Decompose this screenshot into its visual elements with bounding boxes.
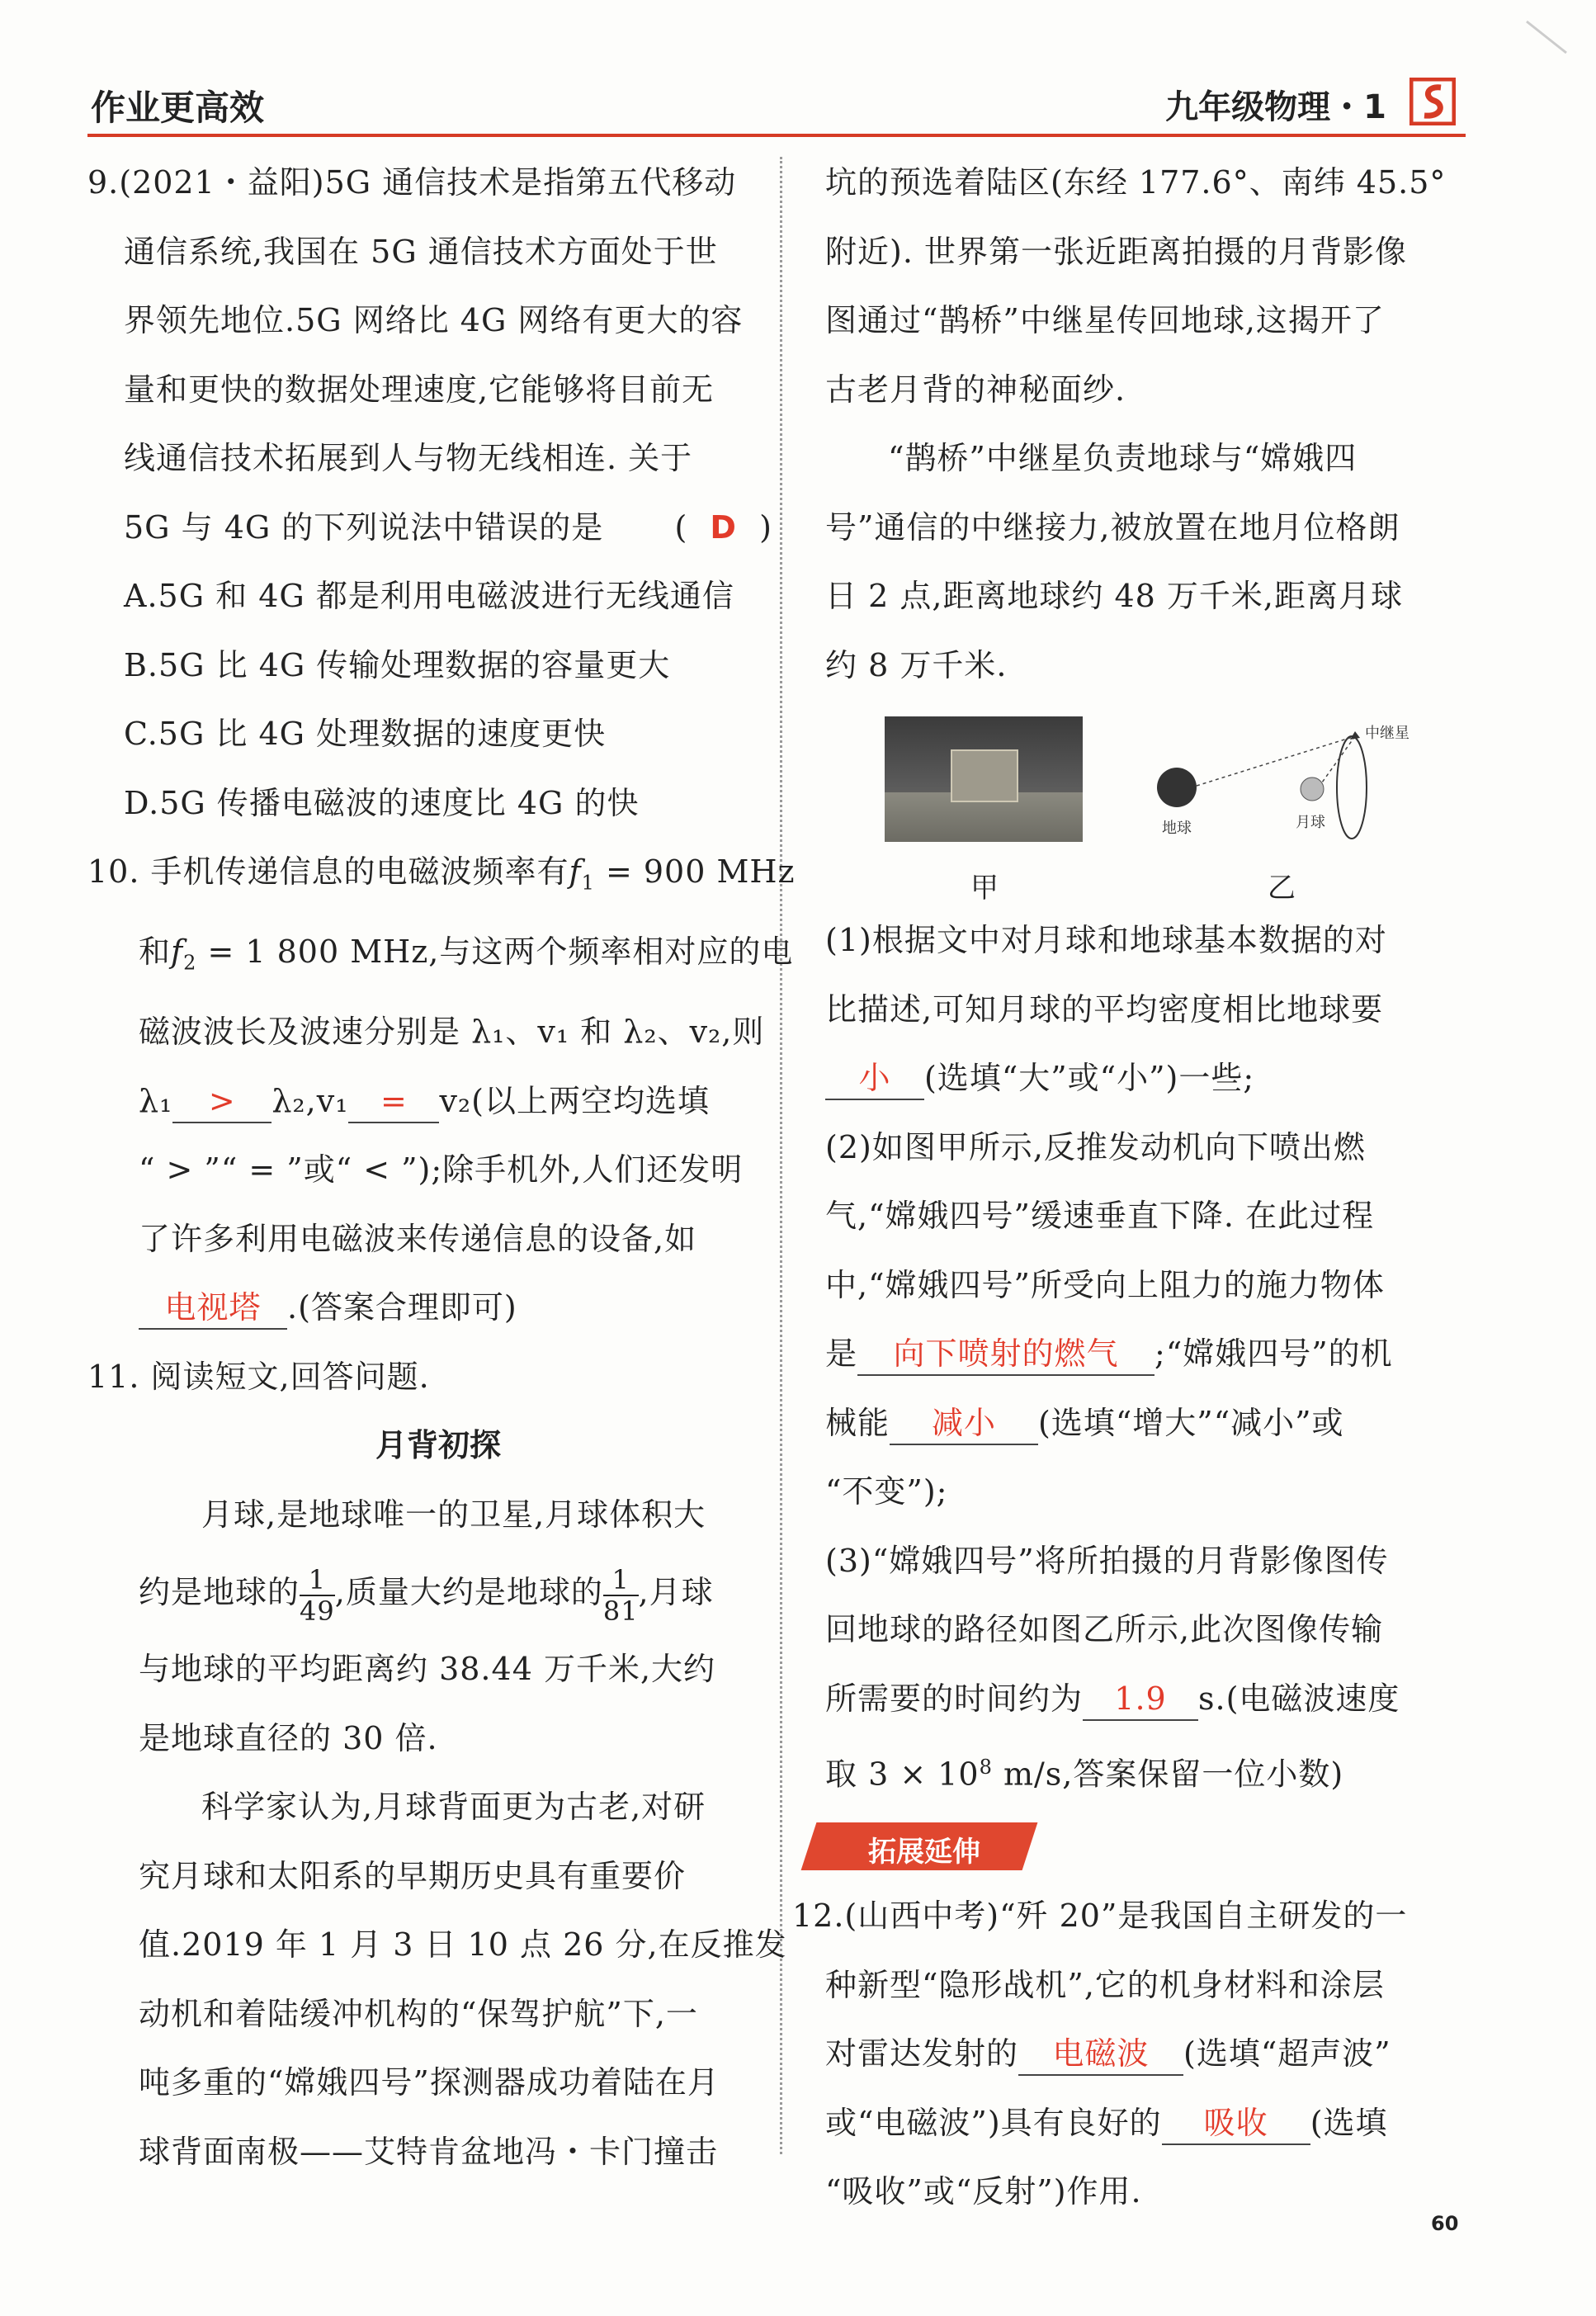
fraction-volume-den: 49 (300, 1595, 335, 1627)
q9-option-a: A.5G 和 4G 都是利用电磁波进行无线通信 (124, 578, 734, 614)
q11-sub2-line-3: 中,“嫦娥四号”所受向上阻力的施力物体 (825, 1266, 1385, 1303)
q9-line-5: 线通信技术拓展到人与物无线相连. 关于 (124, 440, 693, 476)
fraction-mass (603, 1565, 639, 1626)
q12-text-4a: 或“电磁波”)具有良好的 (825, 2104, 1162, 2141)
q10-text-4-end: v₂(以上两空均选填 (439, 1082, 710, 1119)
fraction-mass-den: 81 (602, 1595, 639, 1627)
q12-blank-2: 吸收 (1162, 2102, 1310, 2145)
article-p1-line-3: 与地球的平均距离约 38.44 万千米,大约 (139, 1651, 716, 1688)
q12-text-3b: (选填“超声波” (1183, 2035, 1391, 2073)
q11-intro: 11. 阅读短文,回答问题. (87, 1358, 430, 1395)
q12-blank-1: 电磁波 (1018, 2033, 1183, 2076)
figure-jia-label: 甲 (970, 872, 999, 905)
q11-sub2-text-5b: (选填“增大”“减小”或 (1038, 1404, 1344, 1441)
q11-sub2-line-6: “不变”); (825, 1473, 948, 1510)
q12-line-1: 12.(山西中考)“歼 20”是我国自主研发的一 (792, 1898, 1408, 1935)
moon-icon (1301, 778, 1324, 801)
q10-blank-3: 电视塔 (139, 1287, 287, 1330)
question-12 (792, 1882, 1485, 2227)
q10-f1-sub: 1 (581, 871, 595, 895)
extension-tag-label: 拓展延伸 (868, 1836, 980, 1869)
publisher-logo-icon (1409, 78, 1456, 125)
q12-line-4 (825, 2089, 1485, 2158)
q10-lambda2: λ₂,v₁ (272, 1082, 349, 1119)
q11-sub1-line-1: (1)根据文中对月球和地球基本数据的对 (825, 922, 1387, 958)
article-right-line-1: 坑的预选着陆区(东经 177.6°、南纬 45.5° (825, 164, 1447, 201)
article-p3-line-3: 日 2 点,距离地球约 48 万千米,距离月球 (825, 578, 1404, 614)
q10-blank-1: > (172, 1080, 272, 1123)
relay-satellite-icon (1350, 731, 1360, 740)
q11-sub2-line-2: 气,“嫦娥四号”缓速垂直下降. 在此过程 (825, 1198, 1375, 1234)
moon-label: 月球 (1296, 814, 1325, 831)
q10-text-1-end: = 900 MHz (594, 853, 796, 890)
relay-label: 中继星 (1365, 725, 1409, 742)
article-p2-line-3: 值.2019 年 1 月 3 日 10 点 26 分,在反推发 (139, 1926, 787, 1964)
q11-sub2-text-5a: 械能 (825, 1404, 890, 1441)
fraction-volume (300, 1565, 335, 1626)
q11-sub1-line-2: 比描述,可知月球的平均密度相比地球要 (825, 990, 1384, 1028)
left-column (87, 149, 796, 2186)
article-p1-line-4: 是地球直径的 30 倍. (139, 1719, 438, 1756)
question-9 (87, 149, 789, 838)
q11-sub3-text-3b: s.(电磁波速度 (1198, 1680, 1400, 1717)
earth-icon (1157, 768, 1197, 807)
article-p3-line-2: 号”通信的中继接力,被放置在地月位格朗 (825, 508, 1400, 546)
q11-sub3-line-4 (825, 1733, 1485, 1809)
q11-sub3-blank: 1.9 (1083, 1678, 1198, 1721)
article-p3-line-4: 约 8 万千米. (825, 646, 1008, 683)
fraction-mass-num: 1 (603, 1565, 639, 1596)
article-right-line-3: 图通过“鹊桥”中继星传回地球,这揭开了 (825, 302, 1385, 338)
q11-sub2-line-4 (825, 1320, 1485, 1389)
q11-sub3-line-3 (825, 1665, 1485, 1734)
q10-line-1 (87, 838, 796, 918)
q9-paren-open: ( (674, 508, 688, 546)
page-header (87, 76, 1466, 137)
q11-sub2-blank-1: 向下喷射的燃气 (857, 1333, 1155, 1376)
q10-text-1: 10. 手机传递信息的电磁波频率有 (87, 853, 569, 890)
q12-line-2: 种新型“隐形战机”,它的机身材料和涂层 (825, 1966, 1385, 2003)
article-right-line-4: 古老月背的神秘面纱. (825, 371, 1126, 408)
q10-text-2-end: = 1 800 MHz,与这两个频率相对应的电 (196, 933, 794, 971)
signal-path-2 (1322, 736, 1355, 782)
q11-sub3-line-2: 回地球的路径如图乙所示,此次图像传输 (825, 1611, 1384, 1647)
right-column (792, 149, 1485, 2227)
q10-line-7 (87, 1274, 789, 1343)
q11-sub2-line-1: (2)如图甲所示,反推发动机向下喷出燃 (825, 1128, 1366, 1165)
figure-yi-diagram (1147, 713, 1477, 862)
q12-text-4b: (选填 (1310, 2104, 1388, 2141)
article-title: 月背初探 (375, 1427, 501, 1464)
signal-path-1 (1197, 736, 1355, 786)
fraction-volume-num: 1 (300, 1565, 335, 1596)
question-10 (87, 838, 796, 1343)
q11-sub2-blank-2: 减小 (890, 1402, 1038, 1445)
q10-line-2 (87, 918, 794, 998)
q12-line-5: “吸收”或“反射”)作用. (825, 2173, 1142, 2210)
q10-line-4 (87, 1067, 789, 1137)
figure-jia-photo (885, 716, 1083, 842)
extension-section-tag (825, 1809, 1485, 1882)
q9-stem-last (87, 494, 789, 563)
q9-answer: D (710, 508, 737, 546)
earth-label: 地球 (1162, 820, 1192, 837)
q9-line-4: 量和更快的数据处理速度,它能够将目前无 (124, 371, 715, 408)
article-p1-line-1: 月球,是地球唯一的卫星,月球体积大 (201, 1496, 706, 1533)
q10-line-6: 了许多利用电磁波来传递信息的设备,如 (139, 1220, 697, 1257)
q11-sub1-text-end: (选填“大”或“小”)一些; (924, 1060, 1255, 1096)
article-p2-line-4: 动机和着陆缓冲机构的“保驾护航”下,一 (139, 1995, 698, 2032)
q9-stem-text: 5G 与 4G 的下列说法中错误的是 (124, 508, 604, 546)
q11-sub2-text-4b: ;“嫦娥四号”的机 (1155, 1335, 1393, 1372)
q10-f1: f (569, 853, 582, 890)
article-text-2c: ,月球 (638, 1574, 714, 1611)
page-corner-mark-icon (1522, 17, 1571, 66)
lander-icon (951, 749, 1018, 802)
q10-text-2-pre: 和 (139, 933, 172, 971)
q9-line-1: 9.(2021・益阳)5G 通信技术是指第五代移动 (87, 164, 737, 201)
q11-sub3-exponent: 8 (979, 1756, 993, 1779)
relay-orbit (1337, 736, 1367, 839)
article-text-2a: 约是地球的 (139, 1574, 300, 1611)
figure-yi-label: 乙 (1268, 872, 1296, 905)
q12-line-3 (825, 2020, 1485, 2089)
q9-option-b: B.5G 比 4G 传输处理数据的容量更大 (124, 646, 671, 683)
q11-sub3-text-4b: m/s,答案保留一位小数) (992, 1756, 1344, 1793)
article-right-line-2: 附近). 世界第一张近距离拍摄的月背影像 (825, 233, 1407, 270)
q9-paren-close: ) (759, 508, 772, 546)
q10-lambda1: λ₁ (139, 1082, 173, 1119)
q10-line-3: 磁波波长及波速分别是 λ₁、v₁ 和 λ₂、v₂,则 (139, 1014, 765, 1051)
q10-blank-2: = (348, 1080, 439, 1123)
q11-sub3-text-3a: 所需要的时间约为 (825, 1680, 1084, 1717)
q9-line-2: 通信系统,我国在 5G 通信技术方面处于世 (124, 233, 718, 270)
article-p2-line-1: 科学家认为,月球背面更为古老,对研 (201, 1789, 706, 1826)
article-p2-line-2: 究月球和太阳系的早期历史具有重要价 (139, 1857, 687, 1894)
q9-option-d: D.5G 传播电磁波的速度比 4G 的快 (124, 784, 640, 821)
figures (825, 700, 1485, 906)
q9-line-3: 界领先地位.5G 网络比 4G 网络有更大的容 (124, 302, 744, 338)
q11-sub1-blank: 小 (825, 1057, 924, 1100)
q10-line-5: “ > ”“ = ”或“ < ”);除手机外,人们还发明 (139, 1151, 744, 1189)
article-text-2b: ,质量大约是地球的 (334, 1574, 603, 1611)
q9-option-c: C.5G 比 4G 处理数据的速度更快 (124, 716, 607, 752)
q11-sub2-text-4a: 是 (825, 1335, 858, 1372)
question-11-left (87, 1343, 789, 2187)
q10-f2-sub: 2 (183, 951, 197, 975)
q11-sub1-line-3 (825, 1044, 1485, 1113)
article-p3-line-1: “鹊桥”中继星负责地球与“嫦娥四 (888, 440, 1358, 476)
q11-sub2-line-5 (825, 1389, 1485, 1458)
q11-sub3-line-1: (3)“嫦娥四号”将所拍摄的月背影像图传 (825, 1542, 1389, 1579)
article-p1-line-2 (87, 1549, 789, 1635)
q12-text-3a: 对雷达发射的 (825, 2035, 1019, 2073)
q11-sub3-text-4a: 取 3 × 10 (825, 1756, 980, 1793)
page-number: 60 (1431, 2212, 1459, 2235)
grade-title: 九年级物理・1 (1165, 88, 1386, 126)
q10-text-7-end: .(答案合理即可) (287, 1289, 517, 1326)
brand-title: 作业更高效 (91, 87, 265, 128)
article-p2-line-6: 球背面南极——艾特肯盆地冯・卡门撞击 (139, 2133, 719, 2170)
article-p2-line-5: 吨多重的“嫦娥四号”探测器成功着陆在月 (139, 2064, 720, 2101)
q10-f2: f (171, 933, 184, 971)
